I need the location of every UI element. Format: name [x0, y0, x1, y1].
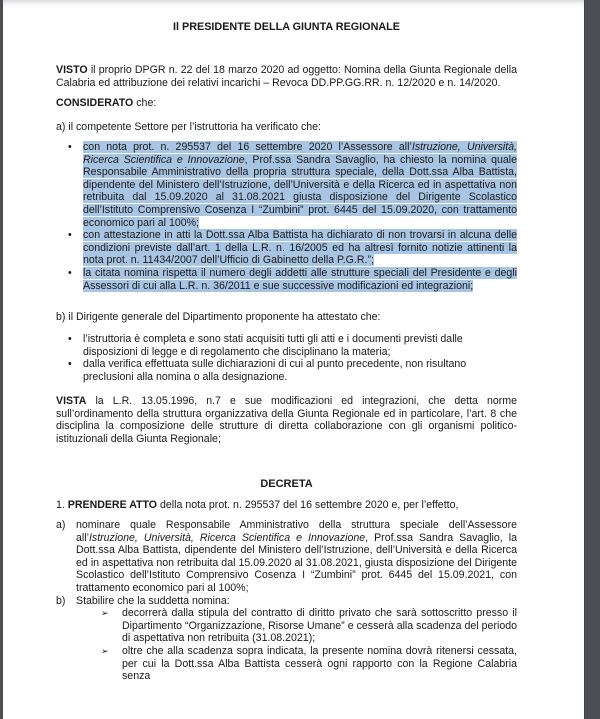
point-1-number: 1.: [56, 499, 68, 511]
selected-text[interactable]: [83, 229, 517, 266]
vista-lead: VISTA: [56, 395, 87, 407]
bullet-text: , Prof.ssa Sandra Savaglio, ha chiesto la nomina quale Responsabile Amministrativo della propria struttura speciale, della Dott.ssa Alba Battista, dipendente del Ministero dell’Istruzione, dell’Università e della Ricerca ed in aspettativa non retribuita dal 15.09.2020 al 31.08.2021 giusta disposizione del Dirigente Scolastico dell’Istituto Comprensivo Cosenza I “Zumbini” prot. 6445 del 15.09.2020, con trattamento economico pari al 100%;: [83, 153, 517, 229]
visto-paragraph: [56, 64, 517, 89]
considerato-paragraph: [56, 97, 517, 110]
bullet-icon: •: [68, 358, 72, 371]
point-1-text: della nota prot. n. 295537 del 16 settembre 2020 e, per l’effetto,: [157, 499, 459, 511]
bullet-icon: •: [68, 229, 72, 242]
decree-items: [56, 519, 517, 683]
point-1-lead: PRENDERE ATTO: [67, 499, 158, 511]
section-a-intro: a) il competente Settore per l’istruttoria ha verificato che:: [56, 121, 321, 133]
arrow-list-item: [56, 645, 517, 683]
bullet-text: l’istruttoria è completa e sono stati acquisiti tutti gli atti e i documenti previsti dalle disposizioni di legge e di regolamento che disciplinano la materia;: [83, 333, 463, 358]
bullet-text: con attestazione in atti la Dott.ssa Alba Battista ha dichiarato di non trovarsi in alcuna delle condizioni previste dall’art. 1 della L.R. n. 16/2005 ed ha altresì fornito notizie attinenti la nota prot. n. 11434/2007 dell’Ufficio di Gabinetto della P.G.R.”;: [83, 229, 517, 267]
item-italic-text: Istruzione, Università, Ricerca Scientifica e Innovazione: [88, 531, 366, 544]
viewer-scrollbar[interactable]: [584, 0, 600, 719]
arrow-item-text: oltre che alla scadenza sopra indicata, la presente nomina dovrà ritenersi cessata, per cui la Dott.ssa Alba Battista cesserà ogni rapporto con la Regione Calabria senza: [122, 644, 517, 683]
item-label: b): [56, 594, 66, 607]
section-a-bullet: [56, 229, 517, 267]
point-1-paragraph: [56, 499, 517, 512]
item-text: Stabilire che la suddetta nomina:: [76, 594, 230, 607]
considerato-lead: CONSIDERATO: [56, 97, 134, 109]
considerato-text: che:: [133, 97, 157, 109]
visto-text: il proprio DPGR n. 22 del 18 marzo 2020 ad oggetto: Nomina della Giunta Regionale della Calabria ed attribuzione dei relativi incarichi – Revoca DD.PP.GG.RR. n. 12/2020 e n. 14/2020.: [56, 64, 517, 89]
bullet-text: dalla verifica effettuata sulle dichiarazioni di cui al punto precedente, non risultano preclusioni alla nomina o alla designazione.: [83, 358, 467, 383]
vista-paragraph: [56, 395, 517, 445]
bullet-italic-text: Istruzione, Università, Ricerca Scientifica e Innovazione: [83, 141, 517, 166]
bullet-text: la citata nomina rispetta il numero degli addetti alle strutture speciali del Presidente e degli Assessori di cui alla L.R. n. 36/2011 e sue successive modificazioni ed integrazioni;: [83, 266, 517, 292]
document-title: Il PRESIDENTE DELLA GIUNTA REGIONALE: [173, 21, 400, 33]
decree-item-a: [56, 519, 517, 595]
decreta-heading: DECRETA: [260, 478, 313, 490]
section-a-bullet: [56, 267, 517, 292]
section-a-bullet: [56, 141, 517, 229]
item-label: a): [56, 519, 66, 531]
section-b-intro: b) il Dirigente generale del Dipartimento proponente ha attestato che:: [56, 311, 381, 323]
decree-item-b: [56, 595, 517, 608]
item-text: , Prof.ssa Sandra Savaglio, la Dott.ssa Alba Battista, dipendente del Ministero dell’Istruzione, dell’Università e della Ricerca ed in aspettativa non retribuita dal 15.09.2020 al 31.08.2021, giusta disposizione del Dirigente Scolastico dell’Istituto Comprensivo Cosenza I “Zumbini” prot. 6445 del 15.09.2021, con trattamento economico pari al 100%;: [76, 531, 517, 594]
document-page[interactable]: [3, 0, 584, 719]
section-a-bullets: [56, 141, 517, 292]
bullet-text: con nota prot. n. 295537 del 16 settembre 2020 l’Assessore all’: [83, 141, 412, 153]
section-b-bullets: [56, 333, 517, 383]
section-b-bullet: [56, 358, 517, 383]
section-b-bullet: [56, 333, 517, 358]
selected-text[interactable]: [83, 141, 517, 229]
arrow-bullet-icon: ➢: [101, 608, 109, 619]
bullet-icon: •: [68, 333, 72, 345]
arrow-bullet-icon: ➢: [101, 645, 109, 656]
arrow-item-text: decorrerà dalla stipula del contratto di diritto privato che sarà sottoscritto presso il Dipartimento “Organizzazione, Risorse Umane” e cesserà alla scadenza del periodo di aspettativa non retribuita (31.08.2021);: [122, 607, 517, 645]
visto-lead: VISTO: [56, 64, 88, 76]
bullet-icon: •: [68, 266, 72, 279]
item-text: nominare quale Responsabile Amministrativo della struttura speciale dell’Assessore all’: [76, 519, 517, 544]
selected-text[interactable]: [83, 267, 517, 292]
vista-text: la L.R. 13.05.1996, n.7 e sue modificazioni ed integrazioni, che detta norme sull’ordinamento della struttura organizzativa della Giunta Regionale ed in particolare, l’art. 8 che disciplina la composizione delle strutture di diretta collaborazione con gli organismi politico-istituzionali della Giunta Regionale;: [56, 395, 517, 445]
bullet-icon: •: [68, 141, 72, 153]
arrow-list-item: [56, 607, 517, 645]
